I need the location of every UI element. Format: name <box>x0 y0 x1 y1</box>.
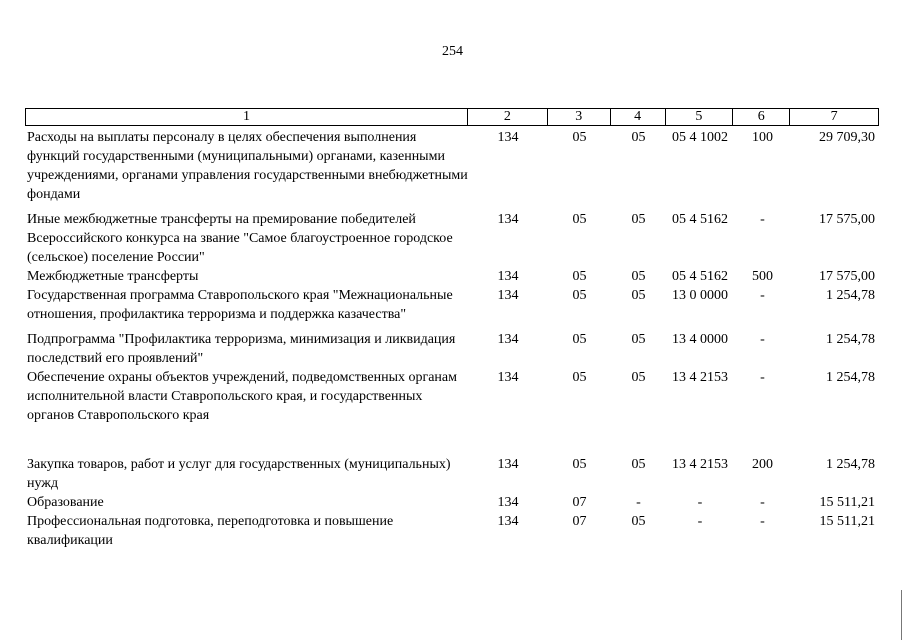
row-c4: - <box>636 495 641 510</box>
row-c4: 05 <box>631 269 646 284</box>
row-name: Государственная программа Ставропольского края "Межнациональные отношения, профилактика терроризма и поддержка казачества" <box>27 288 453 322</box>
row-c2: 134 <box>497 514 519 529</box>
row-c6: - <box>760 495 765 510</box>
row-c3: 05 <box>572 130 587 145</box>
row-c3: 05 <box>572 332 587 347</box>
header-col-6: 6 <box>733 109 790 125</box>
row-c5: 05 4 5162 <box>672 212 728 227</box>
row-c7: 1 254,78 <box>826 332 875 347</box>
row-name: Закупка товаров, работ и услуг для государственных (муниципальных) нужд <box>27 457 451 491</box>
table-row <box>25 512 879 550</box>
table-row <box>25 267 879 286</box>
row-c2: 134 <box>497 332 519 347</box>
row-name: Образование <box>27 495 104 510</box>
table-row <box>25 330 879 368</box>
row-c3: 05 <box>572 370 587 385</box>
row-c6: 200 <box>752 457 773 472</box>
row-c6: - <box>760 332 765 347</box>
row-c3: 05 <box>572 212 587 227</box>
row-c2: 134 <box>497 269 519 284</box>
row-c2: 134 <box>497 288 519 303</box>
header-col-3: 3 <box>548 109 611 125</box>
row-c2: 134 <box>497 495 519 510</box>
row-c7: 29 709,30 <box>819 130 875 145</box>
row-c2: 134 <box>497 130 519 145</box>
header-col-2: 2 <box>468 109 548 125</box>
table-row <box>25 286 879 324</box>
row-c4: 05 <box>631 514 646 529</box>
row-c6: - <box>760 288 765 303</box>
row-c5: - <box>697 495 703 510</box>
table-row <box>25 210 879 267</box>
row-name: Профессиональная подготовка, переподготовка и повышение квалификации <box>27 514 394 548</box>
row-c7: 1 254,78 <box>826 370 875 385</box>
row-c5: 05 4 1002 <box>672 130 728 145</box>
row-c6: 100 <box>752 130 773 145</box>
row-c4: 05 <box>631 288 646 303</box>
table-row <box>25 368 879 425</box>
row-c3: 07 <box>572 514 587 529</box>
row-c7: 17 575,00 <box>819 212 875 227</box>
row-c5: 13 0 0000 <box>672 288 728 303</box>
row-c7: 1 254,78 <box>826 288 875 303</box>
row-c6: - <box>760 514 765 529</box>
table-row <box>25 128 879 204</box>
scan-edge-mark <box>901 590 902 640</box>
row-c3: 05 <box>572 457 587 472</box>
row-c5: 05 4 5162 <box>672 269 728 284</box>
table-row <box>25 493 879 512</box>
row-c3: 07 <box>572 495 587 510</box>
row-name: Иные межбюджетные трансферты на премирование победителей Всероссийского конкурса на звание "Самое благоустроенное городское (сельское) поселение России" <box>27 212 453 265</box>
row-c7: 1 254,78 <box>826 457 875 472</box>
row-c6: - <box>760 212 765 227</box>
row-c5: 13 4 0000 <box>672 332 728 347</box>
header-col-5: 5 <box>666 109 734 125</box>
row-name: Подпрограмма "Профилактика терроризма, минимизация и ликвидация последствий его проявлений" <box>27 332 456 366</box>
header-col-7: 7 <box>830 109 838 124</box>
row-c4: 05 <box>631 130 646 145</box>
page-number: 254 <box>442 44 463 59</box>
row-c7: 15 511,21 <box>819 514 875 529</box>
row-c2: 134 <box>497 457 519 472</box>
row-c3: 05 <box>572 269 587 284</box>
row-name: Межбюджетные трансферты <box>27 269 199 284</box>
row-name: Обеспечение охраны объектов учреждений, подведомственных органам исполнительной власти Ставропольского края, и государственных органов Ставропольского края <box>27 370 458 423</box>
row-c3: 05 <box>572 288 587 303</box>
row-c6: 500 <box>752 269 773 284</box>
row-c5: - <box>697 514 703 529</box>
header-col-4: 4 <box>611 109 666 125</box>
table-header <box>25 108 879 126</box>
row-c6: - <box>760 370 765 385</box>
row-c7: 15 511,21 <box>819 495 875 510</box>
header-col-1: 1 <box>26 109 468 125</box>
row-c4: 05 <box>631 332 646 347</box>
row-c5: 13 4 2153 <box>672 457 728 472</box>
table-body <box>25 128 879 550</box>
row-c2: 134 <box>497 370 519 385</box>
row-c2: 134 <box>497 212 519 227</box>
row-c4: 05 <box>631 370 646 385</box>
row-c5: 13 4 2153 <box>672 370 728 385</box>
row-name: Расходы на выплаты персоналу в целях обеспечения выполнения функций государственными (муниципальными) органами, казенными учреждениями, органами управления государственными внебюджетными фондами <box>27 130 468 202</box>
row-c4: 05 <box>631 212 646 227</box>
row-c4: 05 <box>631 457 646 472</box>
table-row <box>25 455 879 493</box>
row-c7: 17 575,00 <box>819 269 875 284</box>
